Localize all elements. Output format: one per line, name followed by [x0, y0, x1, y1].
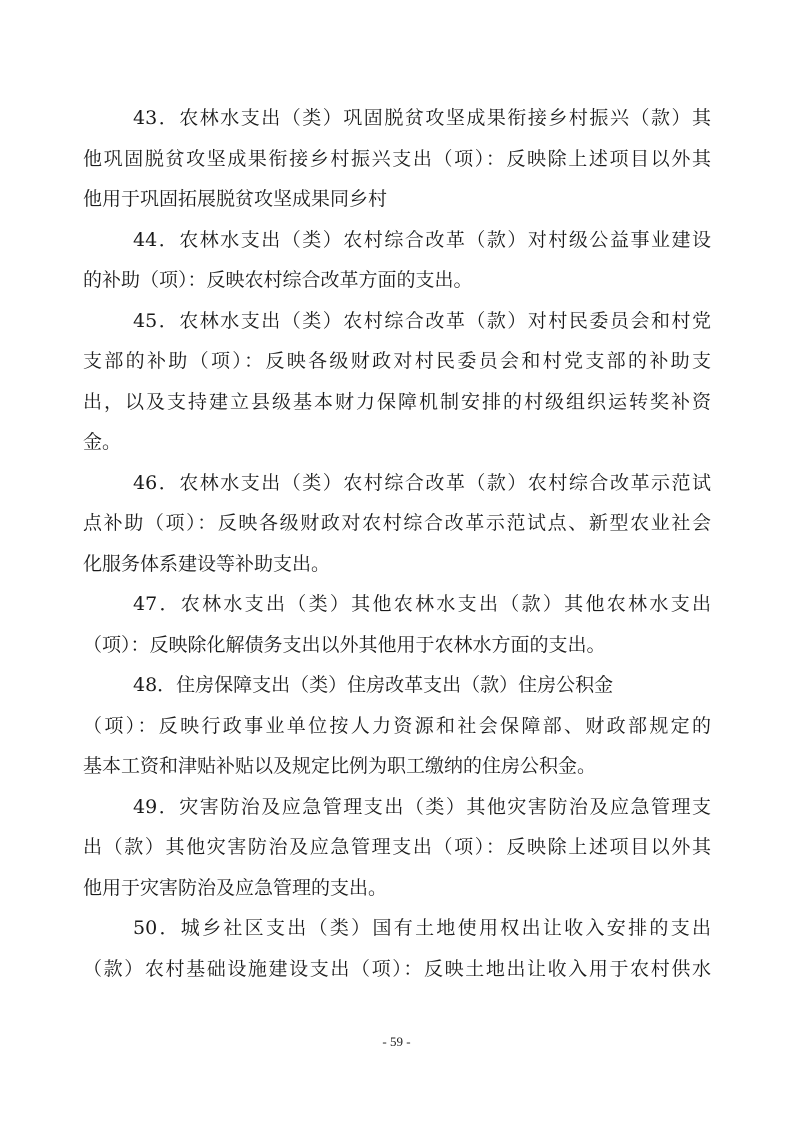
paragraph-43	[83, 98, 711, 220]
text-line: 45．农林水支出（类）农村综合改革（款）对村民委员会和村党	[133, 309, 711, 332]
text-line: 基本工资和津贴补贴以及规定比例为职工缴纳的住房公积金。	[83, 755, 597, 777]
text-line: 49．灾害防治及应急管理支出（类）其他灾害防治及应急管理支	[133, 795, 711, 818]
text-line: 金。	[83, 431, 122, 453]
text-line: 支部的补助（项）：反映各级财政对村民委员会和村党支部的补助支	[83, 350, 711, 372]
paragraph-46	[83, 463, 711, 585]
document-body	[83, 98, 711, 989]
page-number: - 59 -	[382, 1034, 411, 1049]
text-line: 48．住房保障支出（类）住房改革支出（款）住房公积金	[133, 674, 614, 696]
paragraph-49	[83, 787, 711, 909]
text-line: 43．农林水支出（类）巩固脱贫攻坚成果衔接乡村振兴（款）其	[133, 107, 711, 129]
text-line: 他用于灾害防治及应急管理的支出。	[83, 876, 388, 899]
paragraph-50	[83, 908, 711, 989]
text-line: 化服务体系建设等补助支出。	[83, 552, 331, 575]
text-line: 他巩固脱贫攻坚成果衔接乡村振兴支出（项）：反映除上述项目以外其	[83, 147, 711, 170]
paragraph-44	[83, 220, 711, 301]
text-line: 的补助（项）：反映农村综合改革方面的支出。	[83, 269, 473, 291]
text-line: 47．农林水支出（类）其他农林水支出（款）其他农林水支出	[133, 593, 711, 615]
text-line: 他用于巩固拓展脱贫攻坚成果同乡村	[83, 188, 388, 210]
paragraph-45	[83, 301, 711, 463]
text-line: （项）：反映除化解债务支出以外其他用于农林水方面的支出。	[83, 633, 606, 656]
text-line: 出（款）其他灾害防治及应急管理支出（项）：反映除上述项目以外其	[83, 836, 711, 858]
text-line: 出，以及支持建立县级基本财力保障机制安排的村级组织运转奖补资	[83, 390, 711, 413]
text-line: 50．城乡社区支出（类）国有土地使用权出让收入安排的支出	[133, 917, 711, 939]
text-line: （款）农村基础设施建设支出（项）：反映土地出让收入用于农村供水	[83, 957, 711, 980]
text-line: 46．农林水支出（类）农村综合改革（款）农村综合改革示范试	[133, 471, 711, 494]
text-line: 44．农林水支出（类）农村综合改革（款）对村级公益事业建设	[133, 228, 711, 251]
paragraph-48	[83, 665, 711, 787]
paragraph-47	[83, 584, 711, 665]
text-line: （项）：反映行政事业单位按人力资源和社会保障部、财政部规定的	[83, 714, 711, 737]
text-line: 点补助（项）：反映各级财政对农村综合改革示范试点、新型农业社会	[83, 512, 711, 534]
